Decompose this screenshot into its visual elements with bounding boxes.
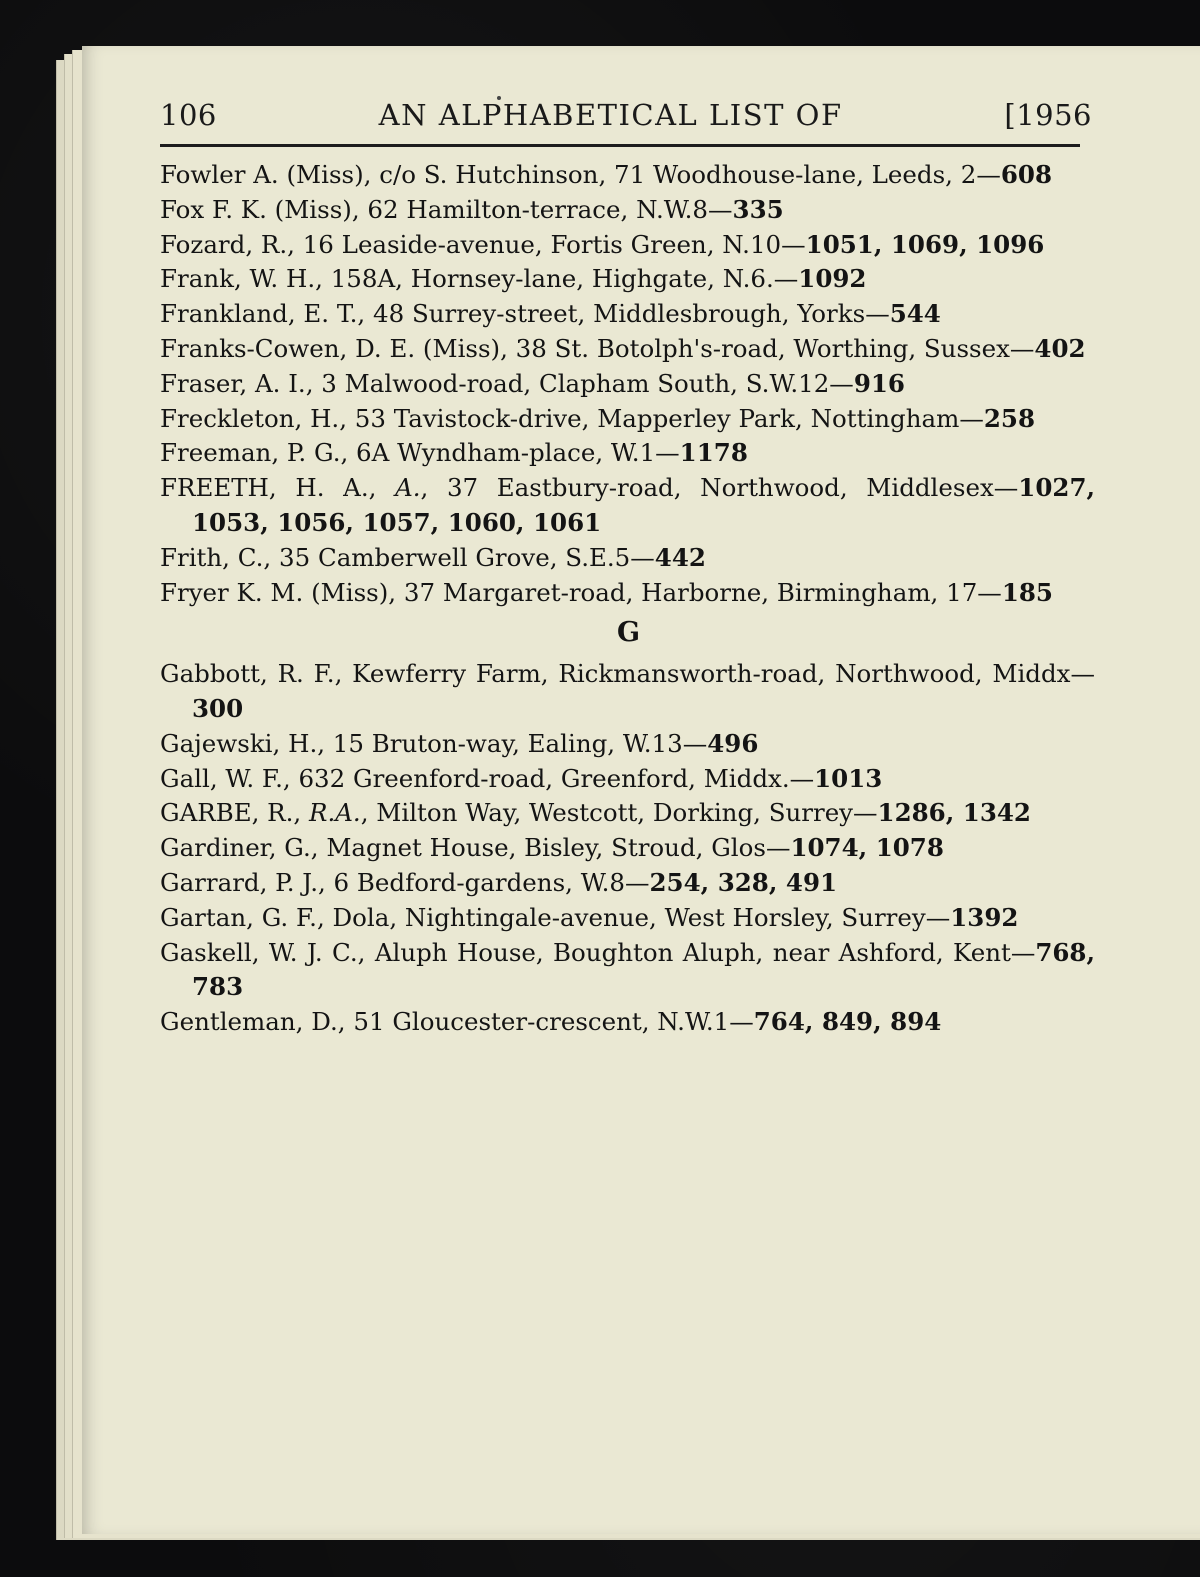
list-entry: Fox F. K. (Miss), 62 Hamilton-terrace, N.W.8—335 xyxy=(160,194,784,224)
list-entry: Fozard, R., 16 Leaside-avenue, Fortis Green, N.10—1051, 1069, 1096 xyxy=(160,229,1045,259)
list-entry: FREETH, H. A., A., 37 Eastbury-road, Northwood, Middlesex—1027, 1053, 1056, 1057, 1060, 1061 xyxy=(160,473,1096,537)
list-entry: Freeman, P. G., 6A Wyndham-place, W.1—1178 xyxy=(160,438,748,468)
list-entry: Frank, W. H., 158A, Hornsey-lane, Highgate, N.6.—1092 xyxy=(160,264,867,294)
list-entry: Franks-Cowen, D. E. (Miss), 38 St. Botolph's-road, Worthing, Sussex—402 xyxy=(160,333,1086,363)
list-entry: Gartan, G. F., Dola, Nightingale-avenue, West Horsley, Surrey—1392 xyxy=(160,902,1019,932)
section-letter-heading: G xyxy=(616,617,641,649)
list-entry: Gall, W. F., 632 Greenford-road, Greenford, Middx.—1013 xyxy=(160,763,883,793)
list-entry: Fryer K. M. (Miss), 37 Margaret-road, Harborne, Birmingham, 17—185 xyxy=(160,577,1053,607)
page-title: AN ALPHABETICAL LIST OF xyxy=(378,98,843,132)
list-entry: Gaskell, W. J. C., Aluph House, Boughton Aluph, near Ashford, Kent—768, 783 xyxy=(160,937,1095,1002)
list-entry: Frith, C., 35 Camberwell Grove, S.E.5—442 xyxy=(160,542,706,572)
list-entry: Garrard, P. J., 6 Bedford-gardens, W.8—254, 328, 491 xyxy=(160,867,838,897)
list-entry: Gentleman, D., 51 Gloucester-crescent, N.W.1—764, 849, 894 xyxy=(160,1007,942,1037)
list-entry: GARBE, R., R.A., Milton Way, Westcott, Dorking, Surrey—1286, 1342 xyxy=(160,798,1031,828)
list-entry: Fraser, A. I., 3 Malwood-road, Clapham South, S.W.12—916 xyxy=(160,368,905,398)
running-head xyxy=(160,92,1092,132)
page-number: 106 xyxy=(160,98,217,132)
year-marker: [1956 xyxy=(1004,98,1092,132)
list-entry: Gardiner, G., Magnet House, Bisley, Stroud, Glos—1074, 1078 xyxy=(160,833,944,863)
list-entry: Freckleton, H., 53 Tavistock-drive, Mapperley Park, Nottingham—258 xyxy=(160,403,1036,433)
header-rule xyxy=(160,144,1080,147)
list-entry: Gajewski, H., 15 Bruton-way, Ealing, W.13—496 xyxy=(160,728,759,758)
entry-list xyxy=(160,158,1095,1040)
list-entry: Fowler A. (Miss), c/o S. Hutchinson, 71 Woodhouse-lane, Leeds, 2—608 xyxy=(160,160,1052,189)
list-entry: Frankland, E. T., 48 Surrey-street, Middlesbrough, Yorks—544 xyxy=(160,299,941,329)
list-entry: Gabbott, R. F., Kewferry Farm, Rickmansworth-road, Northwood, Middx—300 xyxy=(160,659,1095,723)
